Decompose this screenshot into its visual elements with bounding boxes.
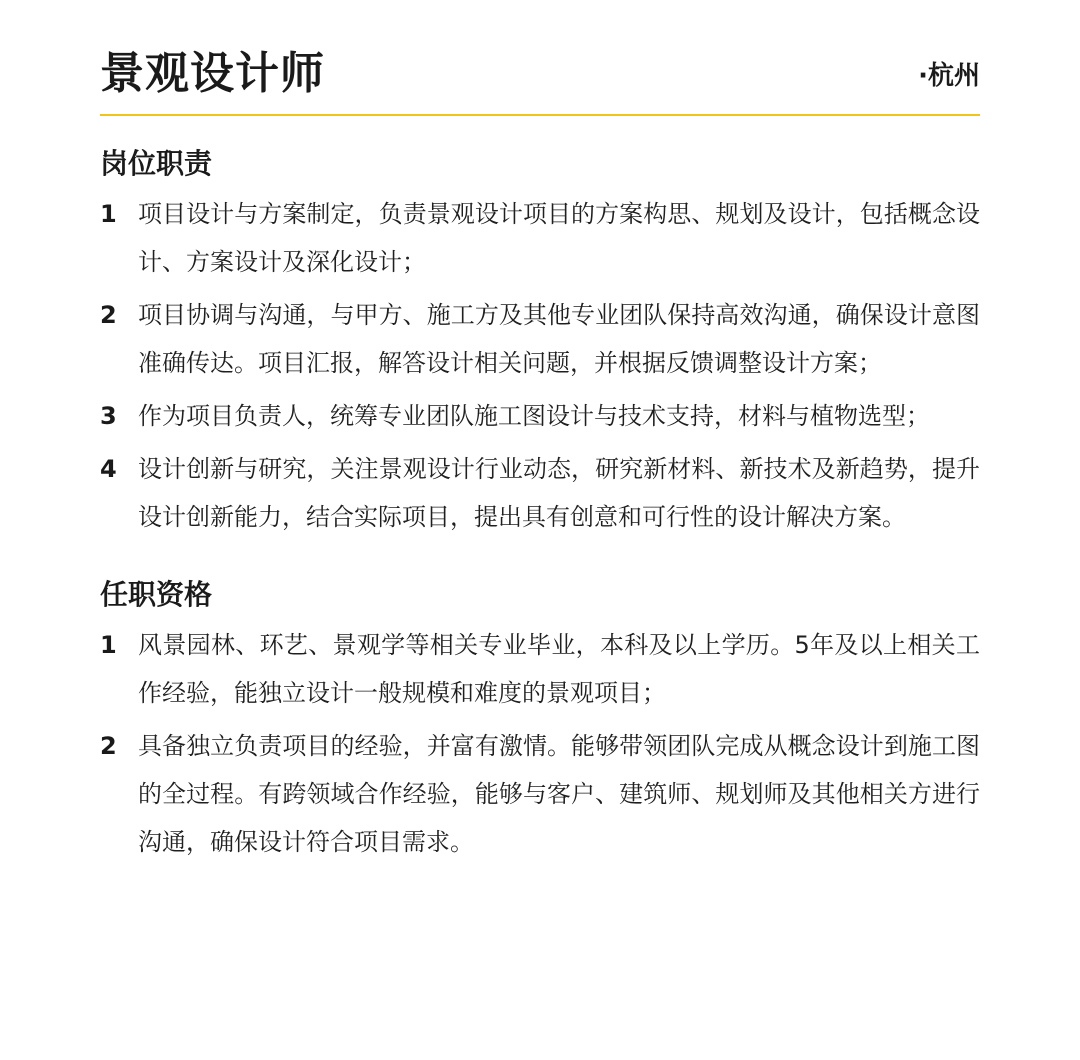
job-location: ·杭州 xyxy=(918,61,980,91)
item-number: 2 xyxy=(100,732,117,760)
item-number: 4 xyxy=(100,455,117,483)
item-number: 3 xyxy=(100,402,117,430)
item-number: 1 xyxy=(100,631,117,659)
section-title-qualifications: 任职资格 xyxy=(100,578,213,611)
item-text: 作为项目负责人，统筹专业团队施工图设计与技术支持，材料与植物选型； xyxy=(138,402,930,430)
item-number: 1 xyxy=(100,200,117,228)
section-qualifications xyxy=(100,575,980,866)
item-number: 2 xyxy=(100,301,117,329)
list-item xyxy=(100,392,980,440)
list-item xyxy=(100,291,980,387)
item-text: 风景园林、环艺、景观学等相关专业毕业，本科及以上学历。5年及以上相关工作经验，能独立设计一般规模和难度的景观项目； xyxy=(138,631,980,707)
list-item xyxy=(100,190,980,286)
list-item xyxy=(100,445,980,541)
section-responsibilities xyxy=(100,144,980,541)
item-text: 项目协调与沟通，与甲方、施工方及其他专业团队保持高效沟通，确保设计意图准确传达。项目汇报，解答设计相关问题，并根据反馈调整设计方案； xyxy=(138,301,980,377)
item-text: 设计创新与研究，关注景观设计行业动态，研究新材料、新技术及新趋势，提升设计创新能力，结合实际项目，提出具有创意和可行性的设计解决方案。 xyxy=(138,455,980,531)
job-title: 景观设计师 xyxy=(100,48,325,99)
item-text: 具备独立负责项目的经验，并富有激情。能够带领团队完成从概念设计到施工图的全过程。有跨领域合作经验，能够与客户、建筑师、规划师及其他相关方进行沟通，确保设计符合项目需求。 xyxy=(138,732,980,856)
qualifications-list xyxy=(100,621,980,866)
list-item xyxy=(100,722,980,866)
header xyxy=(100,44,980,114)
responsibilities-list xyxy=(100,190,980,541)
list-item xyxy=(100,621,980,717)
item-text: 项目设计与方案制定，负责景观设计项目的方案构思、规划及设计，包括概念设计、方案设计及深化设计； xyxy=(138,200,980,276)
section-title-responsibilities: 岗位职责 xyxy=(100,147,213,180)
yellow-divider xyxy=(100,114,980,116)
